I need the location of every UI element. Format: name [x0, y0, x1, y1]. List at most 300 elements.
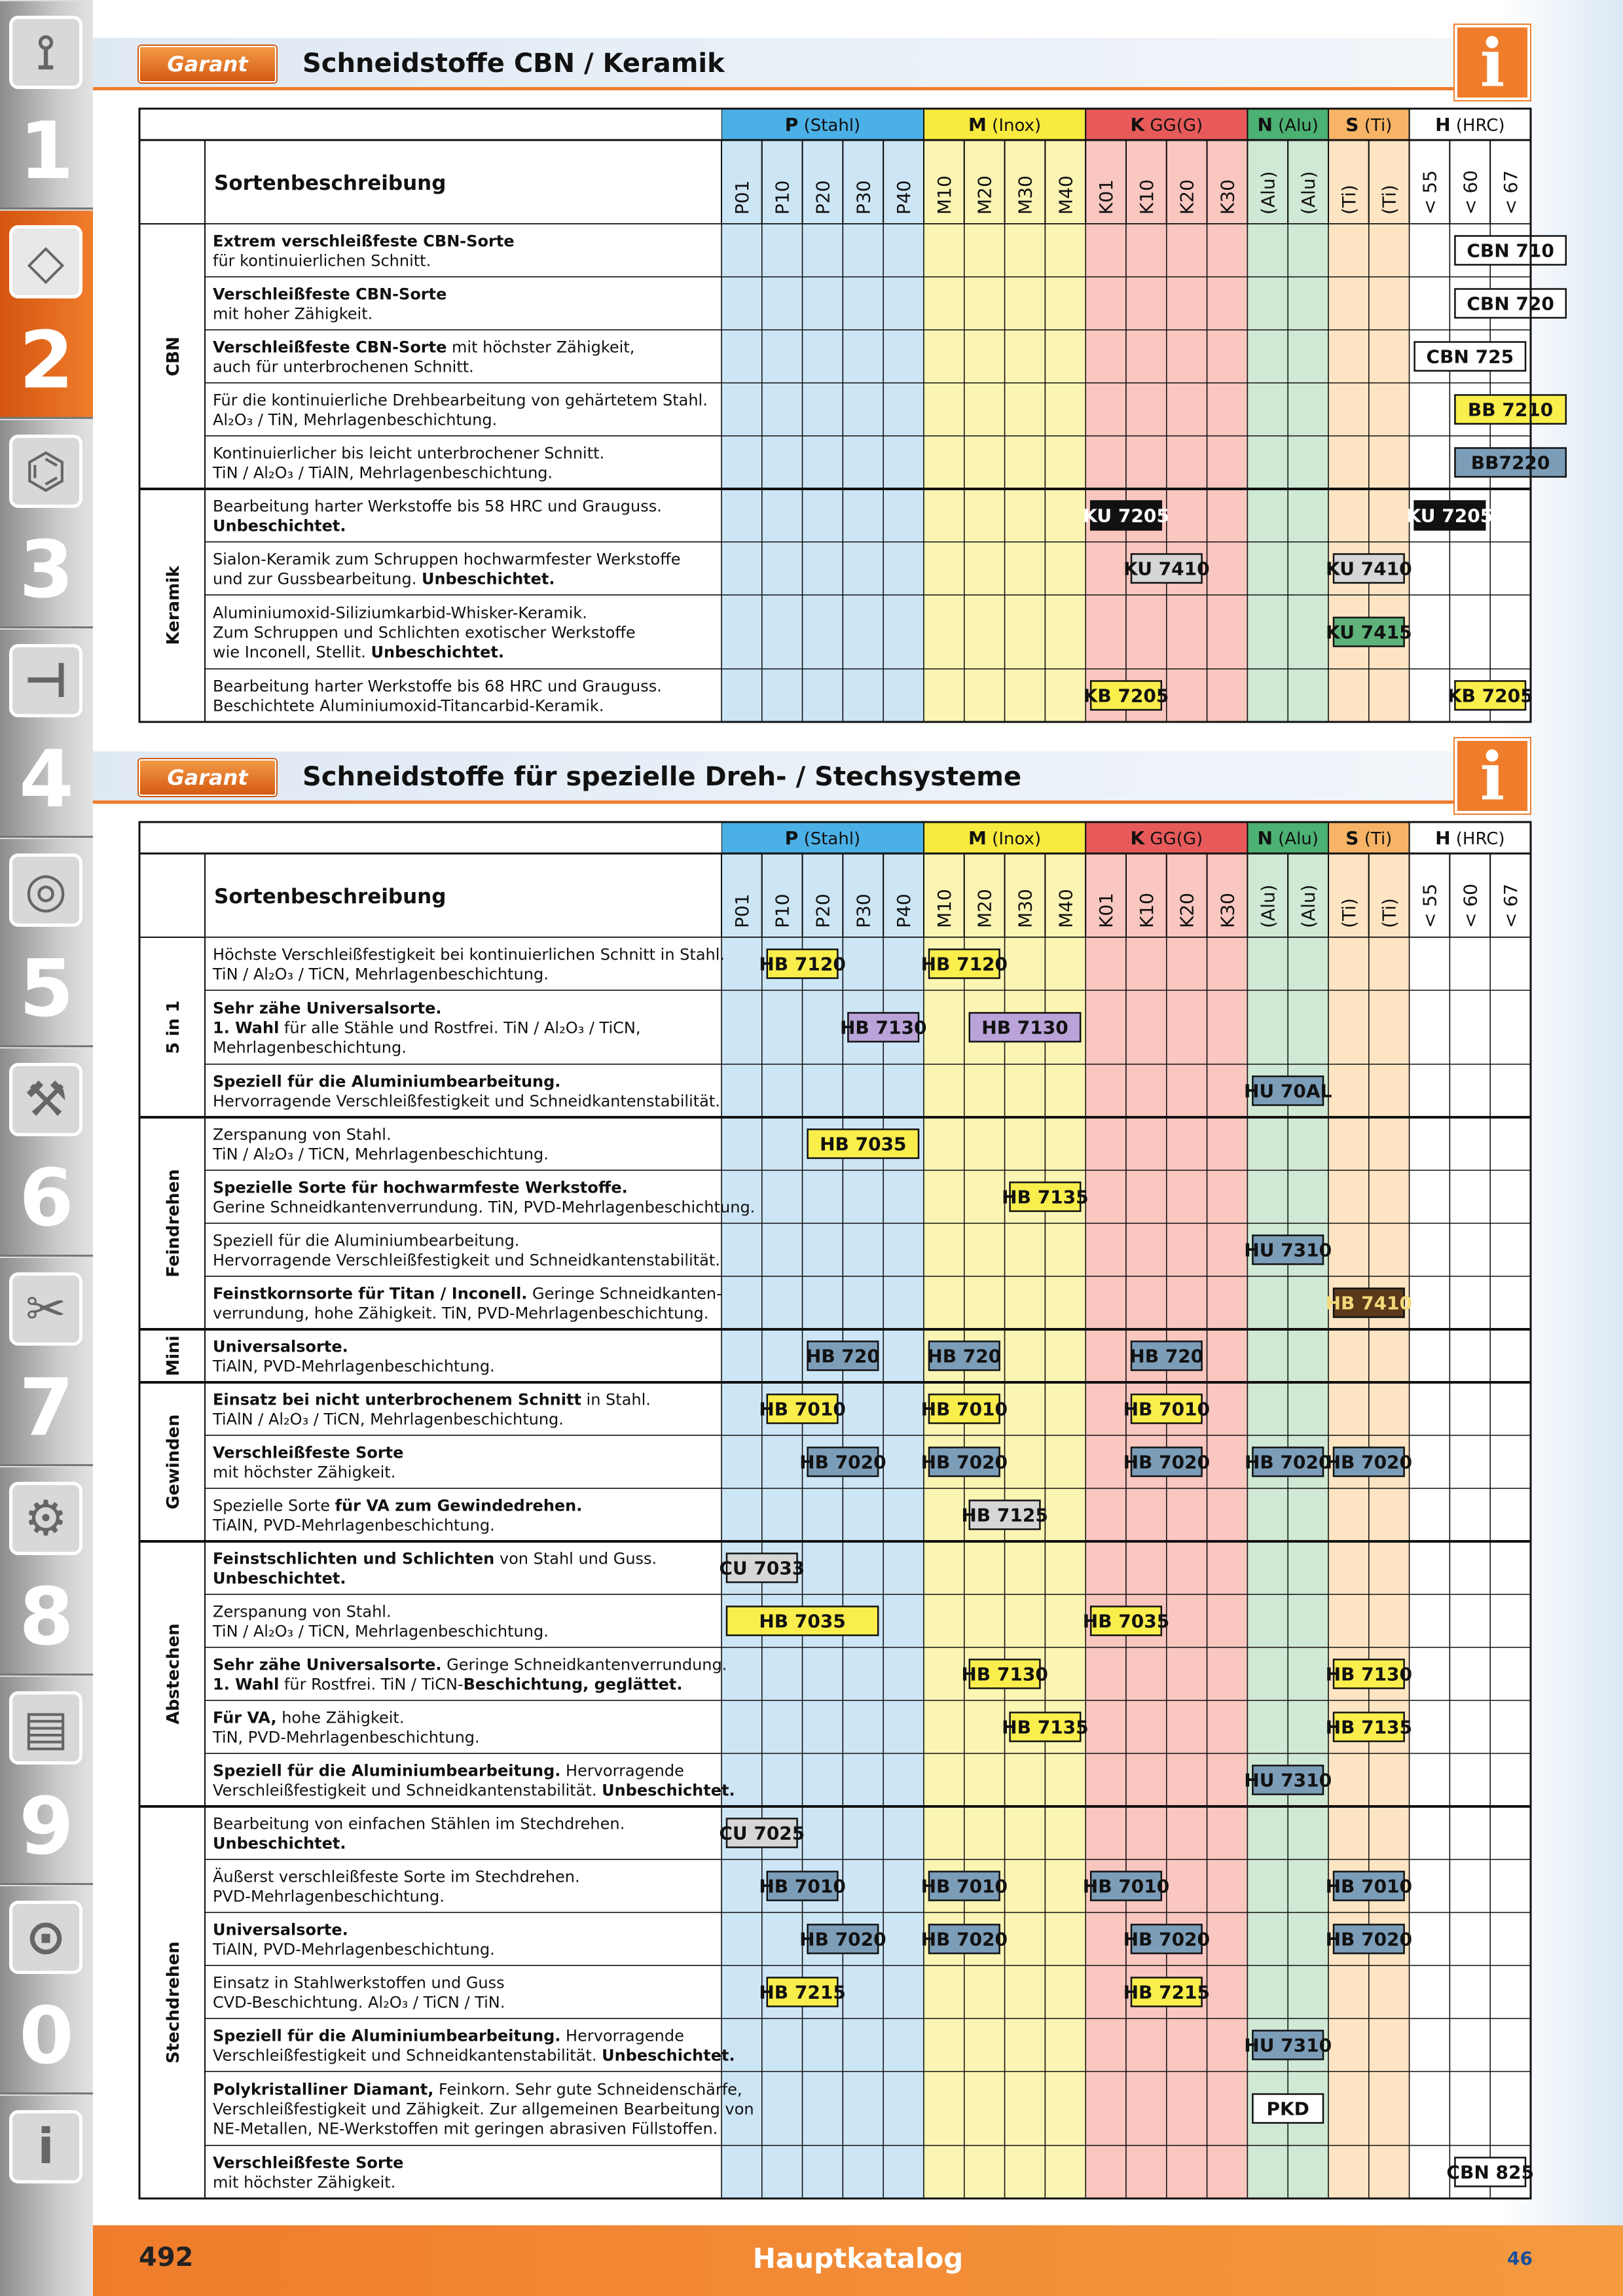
row-description-line — [213, 2027, 684, 2045]
column-header-p01: P01 — [731, 893, 753, 928]
row-description-segment: Einsatz bei nicht unterbrochenem Schnitt — [213, 1390, 581, 1409]
row-description-segment: CVD-Beschichtung. Al₂O₃ / TiCN / TiN. — [213, 1993, 505, 2012]
chapter-number: 4 — [19, 734, 74, 825]
grade-label — [806, 1342, 880, 1371]
row-description-line — [213, 1921, 348, 1939]
column-header-p20: P20 — [812, 893, 834, 928]
grade-label — [1326, 1660, 1412, 1689]
grade-label — [808, 1130, 919, 1158]
row-description-segment: Bearbeitung harter Werkstoffe bis 58 HRC und Grauguss. — [213, 497, 662, 516]
column-header-alu: (Alu) — [1298, 884, 1320, 928]
row-description-segment: Gerine Schneidkantenverrundung. TiN, PVD-Mehrlagenbeschichtung. — [213, 1198, 756, 1217]
row-description-segment: von Stahl und Guss. — [494, 1549, 657, 1568]
row-description-line — [213, 1126, 392, 1144]
group-header-label — [1345, 827, 1392, 849]
row-description-segment: Unbeschichtet. — [213, 516, 346, 535]
grade-label-text: CBN 825 — [1446, 2161, 1534, 2183]
grade-label-text: HB 7010 — [759, 1875, 846, 1897]
group-letter: K — [1130, 114, 1145, 135]
group-suffix: (Ti) — [1359, 829, 1393, 849]
group-letter: M — [968, 114, 987, 135]
chapter-number: 9 — [19, 1782, 74, 1873]
group-letter: K — [1130, 827, 1145, 849]
row-description-segment: in Stahl. — [581, 1390, 651, 1409]
row-description-segment: Feinkorn. Sehr gute Schneidenschärfe, — [433, 2080, 742, 2099]
grade-label-text: HB 7010 — [1123, 1398, 1211, 1420]
grade-label — [1326, 1925, 1412, 1954]
grade-label-text: HB 7020 — [1325, 1928, 1413, 1950]
grade-label-text: KU 7205 — [1083, 505, 1169, 527]
row-description-line — [212, 965, 549, 984]
grade-label — [1244, 2031, 1332, 2060]
grade-label-text: HB 7120 — [921, 953, 1008, 975]
chuck-icon: ⌬ — [9, 435, 82, 508]
row-description-line — [212, 1516, 495, 1535]
grade-label — [921, 1872, 1008, 1901]
row-description-segment: verrundung, hohe Zähigkeit. TiN, PVD-Mehrlagenbeschichtung. — [213, 1304, 709, 1323]
column-header-p10: P10 — [771, 180, 793, 215]
garant-logo: Garant — [139, 46, 276, 82]
grade-label-text: HB 7010 — [921, 1875, 1008, 1897]
grade-label-text: HB 7125 — [961, 1504, 1048, 1526]
grade-label-text: HB 7130 — [1325, 1663, 1413, 1685]
column-header-p30: P30 — [852, 180, 875, 215]
row-description-segment: TiN / Al₂O₃ / TiCN, Mehrlagenbeschichtung. — [213, 1622, 549, 1641]
row-description-line — [212, 1145, 549, 1164]
grade-label — [921, 950, 1008, 978]
group-suffix: (Inox) — [986, 829, 1042, 849]
grade-label-text: HB 7130 — [961, 1663, 1048, 1685]
row-description-segment: Unbeschichtet. — [213, 1569, 346, 1588]
row-description-segment: Unbeschichtet. — [371, 643, 505, 662]
row-description-segment: Sialon-Keramik zum Schruppen hochwarmfester Werkstoffe — [213, 550, 681, 569]
column-body — [1045, 937, 1085, 2198]
column-body — [1247, 937, 1288, 2198]
column-header-m40: M40 — [1055, 175, 1077, 215]
chapter-number: 6 — [19, 1153, 74, 1244]
row-description-line — [213, 999, 441, 1018]
grade-label-text: BB 7210 — [1467, 399, 1554, 421]
grade-label-text: HB 7135 — [1002, 1716, 1089, 1738]
grade-label-text: HB 7020 — [1244, 1451, 1332, 1473]
grade-label — [1123, 1978, 1210, 2007]
column-header-p40: P40 — [893, 180, 915, 215]
column-body — [1288, 937, 1328, 2198]
column-header-60: < 60 — [1459, 884, 1482, 928]
row-description-segment: Hervorragende — [560, 1761, 684, 1780]
row-description-segment: 1. Wahl — [213, 1018, 280, 1037]
group-header-label — [785, 827, 860, 849]
row-description-segment: Unbeschichtet. — [213, 1834, 346, 1853]
row-description-line — [213, 1815, 625, 1833]
garant-logo: Garant — [139, 759, 276, 796]
catalog-name: Hauptkatalog — [752, 2242, 964, 2274]
category-label: Keramik — [164, 565, 183, 645]
column-header-m20: M20 — [974, 175, 996, 215]
row-description-line — [213, 1835, 346, 1853]
grade-label — [1244, 1077, 1332, 1105]
row-description-segment: Verschleißfeste CBN-Sorte — [213, 285, 447, 304]
grade-label — [840, 1013, 926, 1042]
grade-label-text: HU 7310 — [1244, 2034, 1332, 2056]
grade-label — [1446, 2158, 1534, 2187]
column-body — [964, 937, 1005, 2198]
grade-label — [1326, 1713, 1412, 1742]
column-body — [803, 937, 843, 2198]
row-description-segment: TiAlN / Al₂O₃ / TiCN, Mehrlagenbeschichtung. — [213, 1410, 564, 1429]
grade-label — [1129, 1342, 1203, 1371]
column-header-m10: M10 — [933, 889, 955, 928]
grade-label — [1002, 1713, 1088, 1742]
category-label: CBN — [164, 336, 183, 376]
row-description-segment: Polykristalliner Diamant, — [213, 2080, 434, 2099]
row-description-segment: TiAlN, PVD-Mehrlagenbeschichtung. — [213, 1940, 495, 1959]
grade-label-text: HB 720 — [1129, 1345, 1204, 1367]
row-description-segment: Für VA, — [213, 1708, 277, 1727]
column-header-ti: (Ti) — [1378, 185, 1400, 215]
grade-label-text: HB 7035 — [1082, 1610, 1170, 1632]
row-description-segment: Verschleißfeste CBN-Sorte — [213, 338, 447, 357]
column-header-p20: P20 — [812, 180, 834, 215]
cabinet-icon: ▤ — [9, 1691, 82, 1765]
column-body — [1328, 937, 1369, 2198]
row-description-line — [213, 2100, 754, 2119]
row-description-segment: für VA zum Gewindedrehen. — [335, 1496, 583, 1515]
row-description-segment: Bearbeitung harter Werkstoffe bis 68 HRC und Grauguss. — [213, 677, 662, 696]
grade-label-text: HB 7120 — [759, 953, 846, 975]
grade-label-text: CU 7025 — [719, 1822, 805, 1844]
row-description-line — [212, 1623, 549, 1641]
section-2-title: Schneidstoffe für spezielle Dreh- / Stechsysteme — [302, 762, 1022, 792]
row-description-segment: mit hoher Zähigkeit. — [213, 304, 373, 323]
row-description-segment: TiAlN, PVD-Mehrlagenbeschichtung. — [213, 1357, 495, 1376]
chapter-number: 5 — [19, 944, 74, 1035]
row-description-line — [213, 1198, 755, 1217]
grade-label-text: HU 7310 — [1244, 1769, 1332, 1791]
row-description-line — [213, 1391, 651, 1409]
grade-label — [921, 1448, 1008, 1477]
row-description-segment: Hervorragende Verschleißfestigkeit und Schneidkantenstabilität. — [213, 1251, 720, 1270]
row-description-line — [213, 1709, 404, 1727]
row-description-segment: 1. Wahl — [213, 1675, 280, 1694]
row-description-segment: NE-Metallen, NE-Werkstoffen mit geringen abrasiven Füllstoffen. — [213, 2119, 718, 2138]
column-body — [1450, 937, 1490, 2198]
group-header-label — [968, 827, 1041, 849]
row-description-segment: Speziell für die Aluminiumbearbeitung. — [213, 1761, 561, 1780]
row-description-segment: Unbeschichtet. — [602, 1781, 735, 1800]
row-description-line — [213, 1497, 582, 1515]
row-description-segment: Verschleißfestigkeit und Schneidkantenstabilität. — [213, 1781, 602, 1800]
row-description-segment: Verschleißfestigkeit und Schneidkantenstabilität. — [213, 2046, 602, 2065]
column-header-p30: P30 — [852, 893, 875, 928]
grade-label — [759, 950, 845, 978]
column-body — [924, 937, 964, 2198]
row-description-line — [213, 2047, 735, 2065]
grade-label-text: CBN 720 — [1467, 293, 1554, 315]
grade-label — [921, 1395, 1008, 1424]
info-icon: i — [9, 2110, 82, 2183]
column-header-ti: (Ti) — [1378, 898, 1400, 928]
row-description-segment: Für die kontinuierliche Drehbearbeitung von gehärtetem Stahl. — [213, 391, 708, 410]
grade-label — [719, 1819, 805, 1848]
column-header-67: < 67 — [1500, 170, 1522, 215]
group-suffix: (HRC) — [1450, 829, 1505, 849]
safety-glasses-icon: ⊙ — [9, 1901, 82, 1974]
column-body — [1085, 937, 1126, 2198]
grade-label-text: HB 720 — [805, 1345, 880, 1367]
row-description-segment: für kontinuierlichen Schnitt. — [213, 251, 431, 270]
row-description-segment: Bearbeitung von einfachen Stählen im Stechdrehen. — [213, 1814, 625, 1833]
column-header-m30: M30 — [1014, 175, 1036, 215]
column-header-k10: K10 — [1135, 179, 1158, 215]
group-suffix: (Inox) — [986, 116, 1042, 135]
row-description-segment: Sehr zähe Universalsorte. — [213, 999, 442, 1018]
grade-label-text: HB 720 — [927, 1345, 1002, 1367]
row-description-line — [212, 1357, 495, 1376]
grade-label — [1326, 1448, 1412, 1477]
row-description-segment: Beschichtung, geglättet. — [463, 1675, 683, 1694]
row-description-line — [213, 1782, 735, 1800]
grade-label — [1123, 1448, 1210, 1477]
column-header-m40: M40 — [1055, 889, 1077, 928]
grade-label-text: CBN 725 — [1426, 346, 1514, 368]
column-body — [1490, 937, 1531, 2198]
column-body — [1207, 937, 1248, 2198]
row-description-segment: hohe Zähigkeit. — [276, 1708, 405, 1727]
row-description-segment: für Rostfrei. TiN / TiCN- — [279, 1675, 464, 1694]
pliers-icon: ✂ — [9, 1272, 82, 1346]
row-description-line — [213, 1888, 445, 1906]
grade-label — [1326, 1289, 1412, 1318]
row-description-segment: Hervorragende — [560, 2026, 684, 2045]
row-description-line — [213, 1092, 720, 1111]
grade-label — [1123, 1925, 1210, 1954]
row-description-segment: Al₂O₃ / TiN, Mehrlagenbeschichtung. — [213, 410, 498, 429]
column-header-m30: M30 — [1014, 889, 1036, 928]
grade-label-text: HB 7135 — [1325, 1716, 1413, 1738]
row-description-segment: Unbeschichtet. — [602, 2046, 735, 2065]
row-description-segment: wie Inconell, Stellit. — [213, 643, 371, 662]
grade-label-text: HB 7020 — [1123, 1928, 1211, 1950]
row-description-line — [213, 1463, 395, 1482]
column-header-k20: K20 — [1176, 179, 1198, 215]
column-body — [1369, 937, 1410, 2198]
grade-label-text: HB 7020 — [799, 1451, 886, 1473]
row-description-line — [213, 1444, 403, 1462]
row-description-segment: Zerspanung von Stahl. — [213, 1125, 392, 1144]
chapter-number: 2 — [19, 315, 74, 406]
column-header-k20: K20 — [1176, 893, 1198, 928]
group-letter: P — [784, 827, 799, 849]
row-description-segment: Äußerst verschleißfeste Sorte im Stechdrehen. — [213, 1867, 580, 1886]
column-header-k30: K30 — [1216, 179, 1239, 215]
row-description-segment: Verschleißfestigkeit und Zähigkeit. Zur allgemeinen Bearbeitung von — [213, 2100, 754, 2119]
grade-label-text: KU 7415 — [1325, 621, 1412, 643]
grade-label — [799, 1925, 886, 1954]
section-1-title: Schneidstoffe CBN / Keramik — [302, 48, 725, 79]
row-description-segment: Mehrlagenbeschichtung. — [213, 1038, 407, 1057]
grade-label-text: HB 7010 — [921, 1398, 1008, 1420]
grade-label-text: HU 70AL — [1243, 1080, 1332, 1102]
group-letter: H — [1435, 827, 1451, 849]
column-header-67: < 67 — [1500, 884, 1522, 928]
column-header-m20: M20 — [974, 889, 996, 928]
category-label: Feindrehen — [164, 1169, 183, 1278]
row-description-segment: Feinstkornsorte für Titan / Inconell. — [213, 1284, 528, 1303]
row-description-segment: Aluminiumoxid-Siliziumkarbid-Whisker-Keramik. — [213, 603, 587, 622]
column-header-k01: K01 — [1095, 893, 1118, 928]
row-description-line — [213, 2081, 742, 2099]
grade-label-text: BB7220 — [1470, 452, 1550, 474]
row-description-line — [213, 1019, 640, 1037]
grade-label — [759, 1978, 845, 2007]
row-description-segment: für alle Stähle und Rostfrei. TiN / Al₂O₃ / TiCN, — [279, 1018, 641, 1037]
row-description-line — [213, 1251, 720, 1270]
grade-label — [970, 1013, 1080, 1042]
grade-label-text: HB 7130 — [839, 1016, 927, 1039]
group-letter: P — [784, 114, 799, 135]
grade-label — [719, 1554, 805, 1583]
grade-label — [1252, 2094, 1323, 2123]
chapter-number: 3 — [19, 525, 74, 616]
group-suffix: (Stahl) — [798, 829, 861, 849]
row-description-segment: Geringe Schneidkanten- — [527, 1284, 722, 1303]
row-description-segment: Sehr zähe Universalsorte. — [213, 1655, 442, 1674]
column-body — [1410, 937, 1450, 2198]
row-description-segment: Zerspanung von Stahl. — [213, 1602, 392, 1621]
row-description-segment: Kontinuierlicher bis leicht unterbrochener Schnitt. — [213, 444, 605, 463]
grade-label-text: HB 7020 — [921, 1451, 1008, 1473]
row-description-line — [213, 1550, 657, 1568]
row-description-line — [212, 1941, 495, 1959]
category-label: Abstechen — [164, 1623, 183, 1725]
row-description-line — [213, 1994, 505, 2012]
row-description-segment: Zum Schruppen und Schlichten exotischer Werkstoffe — [213, 623, 636, 642]
description-header: Sortenbeschreibung — [214, 171, 447, 195]
tools-icon: ⚙ — [9, 1482, 82, 1555]
column-body — [883, 937, 924, 2198]
info-icon[interactable]: i — [1455, 25, 1530, 100]
grade-label — [759, 1395, 845, 1424]
row-description-segment: Beschichtete Aluminiumoxid-Titancarbid-Keramik. — [213, 696, 604, 715]
row-description-segment: Extrem verschleißfeste CBN-Sorte — [213, 232, 515, 251]
grade-label — [1083, 1607, 1169, 1636]
row-description-segment: Verschleißfeste Sorte — [213, 2153, 404, 2172]
row-description-segment: Feinstschlichten und Schlichten — [213, 1549, 495, 1568]
grade-label-text: HB 7135 — [1002, 1186, 1089, 1208]
group-suffix: (Alu) — [1272, 116, 1319, 135]
row-description-line — [213, 2120, 718, 2138]
row-description-line — [213, 1867, 580, 1886]
column-header-k30: K30 — [1216, 893, 1239, 928]
column-header-p01: P01 — [731, 180, 753, 215]
grade-label-text: HB 7010 — [1325, 1875, 1413, 1897]
column-header-55: < 55 — [1419, 884, 1441, 928]
column-header-m10: M10 — [933, 175, 955, 215]
row-description-segment: Hervorragende Verschleißfestigkeit und Schneidkantenstabilität. — [213, 1092, 720, 1111]
row-description-segment: auch für unterbrochenen Schnitt. — [213, 357, 474, 376]
grade-label-text: KB 7205 — [1447, 685, 1533, 707]
group-suffix: (HRC) — [1450, 116, 1505, 135]
caliper-icon: ⊣ — [9, 644, 82, 717]
grade-label — [1002, 1183, 1088, 1211]
group-suffix: (Ti) — [1359, 116, 1393, 135]
row-description-segment: mit höchster Zähigkeit, — [447, 338, 635, 357]
column-body — [1126, 937, 1167, 2198]
grade-label — [727, 1607, 878, 1636]
row-description-line — [213, 1304, 708, 1323]
chapter-number: 1 — [19, 106, 74, 197]
row-description-segment: TiN / Al₂O₃ / TiCN, Mehrlagenbeschichtung. — [213, 1145, 549, 1164]
chapter-number: 7 — [19, 1363, 74, 1454]
row-description-segment: Speziell für die Aluminiumbearbeitung. — [213, 1231, 520, 1250]
column-header-k01: K01 — [1095, 179, 1118, 215]
column-body — [1167, 937, 1207, 2198]
row-description-line — [213, 1676, 682, 1694]
row-description-line — [213, 1039, 407, 1057]
column-header-alu: (Alu) — [1257, 884, 1279, 928]
row-description-segment: TiN, PVD-Mehrlagenbeschichtung. — [213, 1728, 480, 1747]
grade-label-text: KU 7205 — [1406, 505, 1493, 527]
grade-label-text: HB 7130 — [981, 1016, 1068, 1039]
grade-label — [1083, 1872, 1169, 1901]
grade-label — [1244, 1236, 1332, 1265]
group-suffix: (Stahl) — [798, 116, 861, 135]
row-description-line — [213, 2174, 395, 2192]
grade-label — [921, 1925, 1008, 1954]
row-description-segment: Speziell für die Aluminiumbearbeitung. — [213, 2026, 561, 2045]
row-description-line — [213, 1073, 560, 1091]
chapter-number: 0 — [19, 1991, 74, 2082]
group-letter: M — [968, 827, 987, 849]
grade-label — [1245, 1448, 1331, 1477]
column-header-ti: (Ti) — [1338, 898, 1360, 928]
row-description-line — [213, 1656, 727, 1674]
group-letter: S — [1345, 114, 1359, 135]
grade-label — [961, 1501, 1048, 1530]
row-description-line — [213, 1285, 722, 1303]
row-description-segment: Höchste Verschleißfestigkeit bei kontinuierlichen Schnitt in Stahl. — [213, 945, 725, 964]
row-description-line — [213, 2154, 403, 2172]
row-description-segment: TiN / Al₂O₃ / TiAlN, Mehrlagenbeschichtung. — [213, 463, 553, 482]
column-body — [843, 937, 883, 2198]
column-header-p40: P40 — [893, 893, 915, 928]
row-description-segment: und zur Gussbearbeitung. — [213, 569, 422, 588]
page-number: 492 — [139, 2242, 194, 2272]
drill-icon: ⟟ — [9, 16, 82, 89]
grinding-wheel-icon: ◎ — [9, 853, 82, 927]
category-header-cell — [139, 853, 205, 937]
row-description-segment: Universalsorte. — [213, 1337, 348, 1356]
grade-label — [799, 1448, 886, 1477]
wrench-icon: ⚒ — [9, 1063, 82, 1136]
group-letter: H — [1435, 114, 1451, 135]
row-description-segment: Universalsorte. — [213, 1920, 348, 1939]
grade-label-text: HB 7010 — [759, 1398, 846, 1420]
row-description-line — [213, 946, 725, 964]
row-description-segment: Geringe Schneidkantenverrundung. — [441, 1655, 727, 1674]
group-header-label — [1435, 827, 1504, 849]
column-header-p10: P10 — [771, 893, 793, 928]
grade-label-text: KB 7205 — [1083, 685, 1169, 707]
grade-label-text: HB 7020 — [799, 1928, 886, 1950]
description-header: Sortenbeschreibung — [214, 885, 447, 908]
category-label: Mini — [164, 1335, 183, 1376]
column-header-60: < 60 — [1459, 170, 1482, 215]
grade-label — [927, 1342, 1001, 1371]
info-icon[interactable]: i — [1455, 738, 1530, 814]
column-header-alu: (Alu) — [1257, 171, 1279, 215]
